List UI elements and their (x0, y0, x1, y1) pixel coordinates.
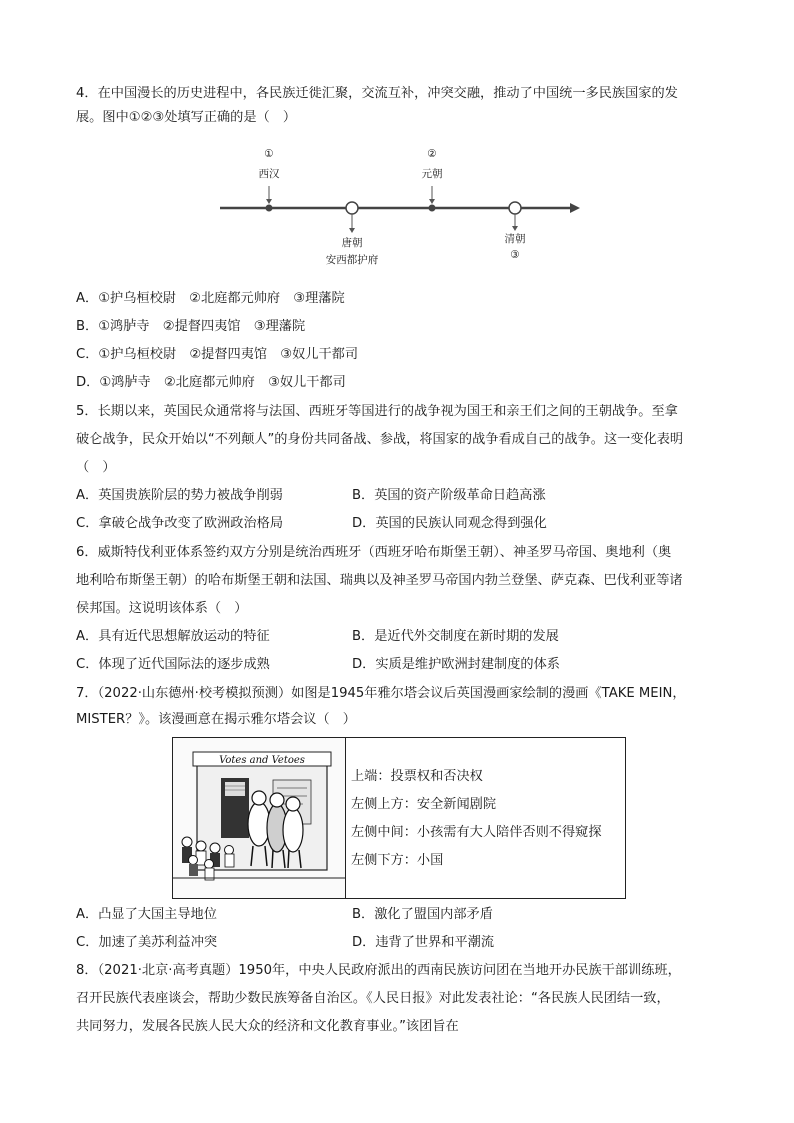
cartoon-sign: Votes and Vetoes (219, 755, 305, 766)
q6-option-d[interactable]: D．实质是维护欧洲封建制度的体系 (352, 657, 560, 672)
q4-timeline (0, 0, 794, 280)
timeline-dot-xihan (266, 205, 273, 212)
timeline-label-tang: 唐朝 (341, 237, 363, 249)
q6-option-a[interactable]: A．具有近代思想解放运动的特征 (76, 629, 270, 644)
q4-stem-line-1: 4．在中国漫长的历史进程中，各民族迁徙汇聚，交流互补，冲突交融，推动了中国统一多民族国家的发 (76, 86, 678, 101)
q6-stem-line-2: 地利哈布斯堡王朝）的哈布斯堡王朝和法国、瑞典以及神圣罗马帝国内勃兰登堡、萨克森、巴伐利亚等诸 (76, 573, 683, 588)
q5-stem-line-2: 破仑战争，民众开始以“不列颠人”的身份共同备战、参战，将国家的战争看成自己的战争。这一变化表明 (76, 432, 684, 447)
q5-option-d[interactable]: D．英国的民族认同观念得到强化 (352, 516, 547, 531)
cartoon-caption-4: 左侧下方：小国 (351, 853, 444, 868)
cartoon-caption-1: 上端：投票权和否决权 (351, 769, 483, 784)
q8-stem-line-3: 共同努力，发展各民族人民大众的经济和文化教育事业。”该团旨在 (76, 1019, 459, 1034)
q4-stem-line-2: 展。图中①②③处填写正确的是（ ） (76, 110, 297, 125)
q4-option-c[interactable]: C．①护乌桓校尉 ②提督四夷馆 ③奴儿干都司 (76, 347, 359, 362)
cartoon-table (172, 737, 626, 899)
q6-option-c[interactable]: C．体现了近代国际法的逐步成熟 (76, 657, 270, 672)
q5-stem-line-3: （ ） (76, 460, 116, 475)
q7-option-a[interactable]: A．凸显了大国主导地位 (76, 907, 217, 922)
q4-option-b[interactable]: B．①鸿胪寺 ②提督四夷馆 ③理藩院 (76, 319, 306, 334)
q5-option-c[interactable]: C．拿破仑战争改变了欧洲政治格局 (76, 516, 284, 531)
timeline-dot-yuan (429, 205, 436, 212)
q6-stem-line-3: 侯邦国。这说明该体系（ ） (76, 601, 248, 616)
timeline-label-xihan: 西汉 (258, 168, 280, 180)
timeline-arrow-icon (570, 203, 580, 213)
q4-option-a[interactable]: A．①护乌桓校尉 ②北庭都元帅府 ③理藩院 (76, 291, 345, 306)
q5-option-a[interactable]: A．英国贵族阶层的势力被战争削弱 (76, 488, 283, 503)
q7-option-b[interactable]: B．激化了盟国内部矛盾 (352, 907, 493, 922)
timeline-circle-qing (509, 202, 521, 214)
q5-stem-line-1: 5．长期以来，英国民众通常将与法国、西班牙等国进行的战争视为国王和亲王们之间的王朝战争。至拿 (76, 404, 678, 419)
q8-stem-line-2: 召开民族代表座谈会，帮助少数民族筹备自治区。《人民日报》对此发表社论：“各民族人民团结一致， (76, 991, 670, 1006)
timeline-label-anxi: 安西都护府 (325, 254, 379, 266)
timeline-mark-3: ③ (510, 249, 520, 261)
timeline-mark-2: ② (427, 148, 437, 160)
timeline-circle-tang (346, 202, 358, 214)
cartoon-image (173, 738, 346, 898)
timeline-label-qing: 清朝 (504, 233, 526, 245)
q7-stem-line-1: 7．（2022·山东德州·校考模拟预测）如图是1945年雅尔塔会议后英国漫画家绘制的漫画《TAKE MEIN， (76, 686, 686, 701)
q6-option-b[interactable]: B．是近代外交制度在新时期的发展 (352, 629, 559, 644)
q7-option-c[interactable]: C．加速了美苏利益冲突 (76, 935, 218, 950)
cartoon-caption-2: 左侧上方：安全新闻剧院 (351, 797, 497, 812)
q6-stem-line-1: 6．威斯特伐利亚体系签约双方分别是统治西班牙（西班牙哈布斯堡王朝）、神圣罗马帝国、奥地利（奥 (76, 545, 672, 560)
q7-stem-line-2: MISTER？》。该漫画意在揭示雅尔塔会议（ ） (76, 712, 356, 727)
timeline-label-yuan: 元朝 (421, 168, 443, 180)
q4-option-d[interactable]: D．①鸿胪寺 ②北庭都元帅府 ③奴儿干都司 (76, 375, 346, 390)
q8-stem-line-1: 8．（2021·北京·高考真题）1950年，中央人民政府派出的西南民族访问团在当地开办民族干部训练班， (76, 963, 681, 978)
timeline-mark-1: ① (264, 148, 274, 160)
q5-option-b[interactable]: B．英国的资产阶级革命日趋高涨 (352, 488, 546, 503)
cartoon-caption-3: 左侧中间：小孩需有大人陪伴否则不得窥探 (351, 825, 602, 840)
q7-option-d[interactable]: D．违背了世界和平潮流 (352, 935, 495, 950)
